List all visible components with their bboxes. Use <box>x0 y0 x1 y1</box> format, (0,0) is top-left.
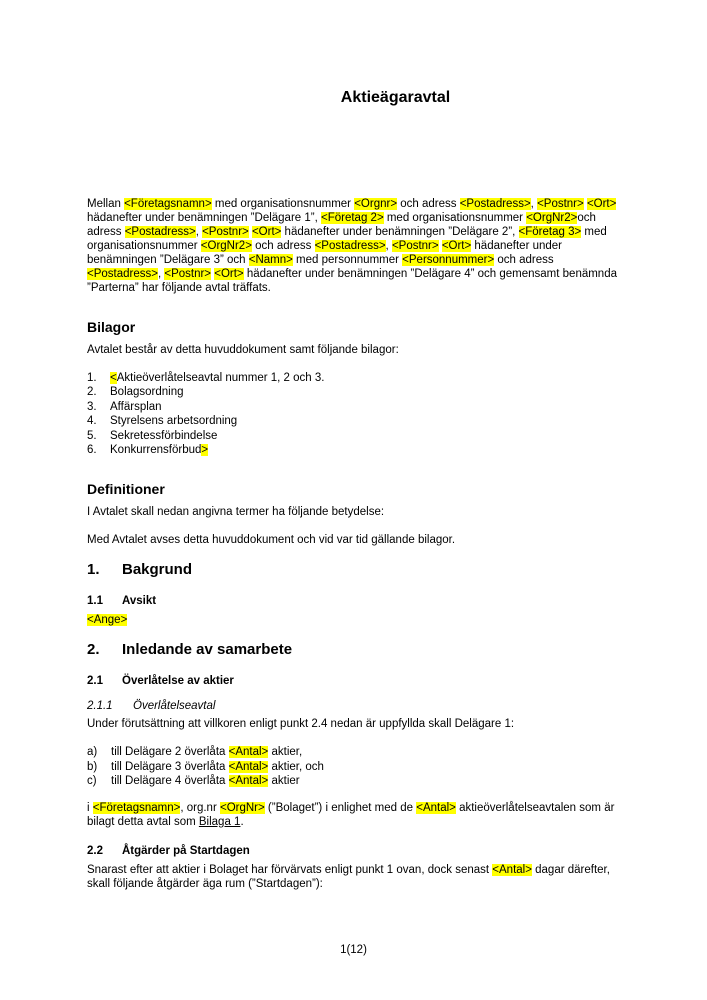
placeholder-field: <Postadress> <box>459 198 531 210</box>
heading-2-2-atgarder <box>87 844 620 858</box>
text-run: hädanefter under benämningen ”Delägare 1”, <box>87 212 321 224</box>
definitioner-intro <box>87 505 620 519</box>
parties-paragraph <box>87 197 620 295</box>
document-title <box>129 88 662 107</box>
heading-number: 2.1.1 <box>87 700 113 713</box>
placeholder-field: <Postnr> <box>164 268 212 280</box>
text-run: Överlåtelse av aktier <box>122 675 234 688</box>
text-run: och adress <box>494 254 554 266</box>
text-run: , <box>385 240 392 252</box>
heading-1-bakgrund <box>87 561 620 579</box>
placeholder-field: <Ort> <box>214 268 244 280</box>
placeholder-field: <Ort> <box>251 226 282 238</box>
text-run: Affärsplan <box>110 400 162 413</box>
list-marker: a) <box>87 746 98 759</box>
text-run: Under förutsättning att villkoren enligt punkt 2.4 nedan är uppfyllda skall Delägare 1: <box>87 718 515 731</box>
placeholder-field: <Ort> <box>441 240 472 252</box>
list-item-text <box>110 443 620 457</box>
text-run: aktier, och <box>268 760 324 773</box>
list-marker: 3. <box>87 400 97 413</box>
heading-text <box>122 594 156 608</box>
placeholder-field: <Antal> <box>228 746 269 759</box>
heading-2-1-1-overlatelseavtal <box>87 699 620 713</box>
list-item <box>87 371 620 385</box>
text-run: Avsikt <box>122 595 157 608</box>
heading-definitioner <box>87 481 620 498</box>
text-run: Inledande av samarbete <box>122 641 293 659</box>
heading-number: 1. <box>87 561 100 579</box>
text-run: Bakgrund <box>122 561 193 579</box>
text-run: Snarast efter att aktier i Bolaget har förvärvats enligt punkt 1 ovan, dock senast <box>87 863 493 876</box>
placeholder-field: <Antal> <box>228 760 269 773</box>
text-run: Överlåtelseavtal <box>133 700 216 713</box>
heading-number: 1.1 <box>87 595 103 608</box>
text-run: Bilagor <box>87 319 136 335</box>
placeholder-field: <OrgNr2> <box>200 240 252 252</box>
placeholder-field: > <box>201 444 209 457</box>
text-run: i <box>87 801 93 814</box>
list-marker: 6. <box>87 444 97 457</box>
text-run: I Avtalet skall nedan angivna termer ha följande betydelse: <box>87 506 385 519</box>
placeholder-field: <Antal> <box>492 863 532 876</box>
heading-text <box>122 844 250 858</box>
list-item <box>87 774 620 788</box>
heading-2-inledande <box>87 641 620 659</box>
list-marker: c) <box>87 775 97 788</box>
list-item-text <box>110 371 620 385</box>
ange-placeholder-paragraph <box>87 613 620 627</box>
text-run: Styrelsens arbetsordning <box>110 415 238 428</box>
heading-2-1-overlatelse-av-aktier <box>87 674 620 688</box>
placeholder-field: <OrgNr2> <box>526 212 578 224</box>
para-villkor <box>87 717 620 731</box>
heading-bilagor <box>87 319 620 336</box>
bilagor-list <box>87 371 620 457</box>
placeholder-field: <Antal> <box>228 775 269 788</box>
text-run: Definitioner <box>87 481 165 498</box>
text-run: Med Avtalet avses detta huvuddokument och vid var tid gällande bilagor. <box>87 534 456 547</box>
text-run: och adress <box>251 240 315 252</box>
para-startdagen <box>87 863 620 891</box>
text-run: Åtgärder på Startdagen <box>122 844 250 857</box>
heading-text <box>133 699 215 713</box>
text-run: , <box>195 226 203 238</box>
text-run: Konkurrensförbud <box>110 444 202 457</box>
text-run: Mellan <box>87 198 125 210</box>
text-run: Sekretessförbindelse <box>110 429 218 442</box>
list-item <box>87 429 620 443</box>
text-run: med organisationsnummer <box>87 226 607 252</box>
placeholder-field: < <box>110 372 117 384</box>
list-item <box>87 745 620 759</box>
placeholder-field: <Personnummer> <box>402 254 495 266</box>
list-item-text <box>110 414 620 428</box>
bilagor-intro <box>87 343 620 357</box>
placeholder-field: <Ort> <box>586 198 617 210</box>
list-marker: 4. <box>87 415 97 428</box>
list-item <box>87 385 620 399</box>
heading-text <box>122 641 292 659</box>
placeholder-field: <Orgnr> <box>354 198 398 210</box>
list-item-text <box>110 385 620 399</box>
placeholder-field: <Namn> <box>248 254 293 266</box>
text-run: till Delägare 2 överlåta <box>111 746 229 759</box>
placeholder-field: <Postadress> <box>314 240 386 252</box>
list-item-text <box>111 760 620 774</box>
list-item <box>87 760 620 774</box>
list-marker: 1. <box>87 372 97 384</box>
text-run: med organisationsnummer <box>383 212 527 224</box>
text-run: och adress <box>87 212 596 238</box>
list-marker: b) <box>87 760 98 773</box>
text-run: aktieöverlåtelseavtalen som är bilagt detta avtal som <box>87 801 615 828</box>
text-run: Bolagsordning <box>110 386 184 399</box>
list-item-text <box>110 429 620 443</box>
text-run: dagar därefter, skall följande åtgärder äga rum (”Startdagen”): <box>87 863 610 890</box>
heading-text <box>122 674 234 688</box>
page-number: 1(12) <box>340 944 367 956</box>
text-run: Aktieägaravtal <box>340 89 451 106</box>
list-item <box>87 414 620 428</box>
list-item <box>87 400 620 414</box>
placeholder-field: <Ange> <box>87 614 128 627</box>
heading-number: 2. <box>87 641 100 659</box>
text-run: aktier, <box>268 746 303 759</box>
list-item-text <box>111 774 620 788</box>
overlatelse-list <box>87 745 620 788</box>
list-item <box>87 443 620 457</box>
text-run: aktier <box>268 775 300 788</box>
text-run: Avtalet består av detta huvuddokument samt följande bilagor: <box>87 344 399 356</box>
list-item-text <box>111 745 620 759</box>
text-run: hädanefter under benämningen ”Delägare 3” och <box>87 240 563 266</box>
placeholder-field: <Postnr> <box>391 240 439 252</box>
placeholder-field: <Företagsnamn> <box>124 198 212 210</box>
placeholder-field: <Postnr> <box>202 226 249 238</box>
heading-text <box>122 561 192 579</box>
list-marker: 5. <box>87 429 97 442</box>
placeholder-field: <OrgNr> <box>219 801 265 814</box>
text-run: med personnummer <box>292 254 403 266</box>
text-run: och adress <box>397 198 460 210</box>
bilaga-reference: Bilaga 1 <box>198 815 241 828</box>
text-run: hädanefter under benämningen ”Delägare 2”, <box>281 226 519 238</box>
heading-number: 2.2 <box>87 844 103 857</box>
placeholder-field: <Företag 2> <box>321 212 384 224</box>
text-run: hädanefter under benämningen ”Delägare 4” och gemensamt benämnda ”Parterna” har följande avtal träffats. <box>87 268 617 294</box>
text-run: , org.nr <box>180 801 220 814</box>
placeholder-field: <Företagsnamn> <box>92 801 181 814</box>
text-run: , <box>157 268 165 280</box>
placeholder-field: <Företag 3> <box>518 226 582 238</box>
text-run: till Delägare 3 överlåta <box>111 760 229 773</box>
text-run: till Delägare 4 överlåta <box>111 775 229 788</box>
definition-avtalet <box>87 533 620 547</box>
placeholder-field: <Postadress> <box>87 268 158 280</box>
text-run: , <box>530 198 538 210</box>
text-run: Aktieöverlåtelseavtal nummer 1, 2 och 3. <box>116 372 325 384</box>
placeholder-field: <Postadress> <box>124 226 196 238</box>
list-item-text <box>110 400 620 414</box>
list-marker: 2. <box>87 386 97 399</box>
text-run: . <box>240 815 244 828</box>
heading-1-1-avsikt <box>87 594 620 608</box>
text-run: (”Bolaget”) i enlighet med de <box>264 801 417 814</box>
placeholder-field: <Postnr> <box>537 198 584 210</box>
heading-number: 2.1 <box>87 675 103 688</box>
placeholder-field: <Antal> <box>416 801 456 814</box>
text-run: med organisationsnummer <box>211 198 355 210</box>
para-bolaget <box>87 801 620 829</box>
